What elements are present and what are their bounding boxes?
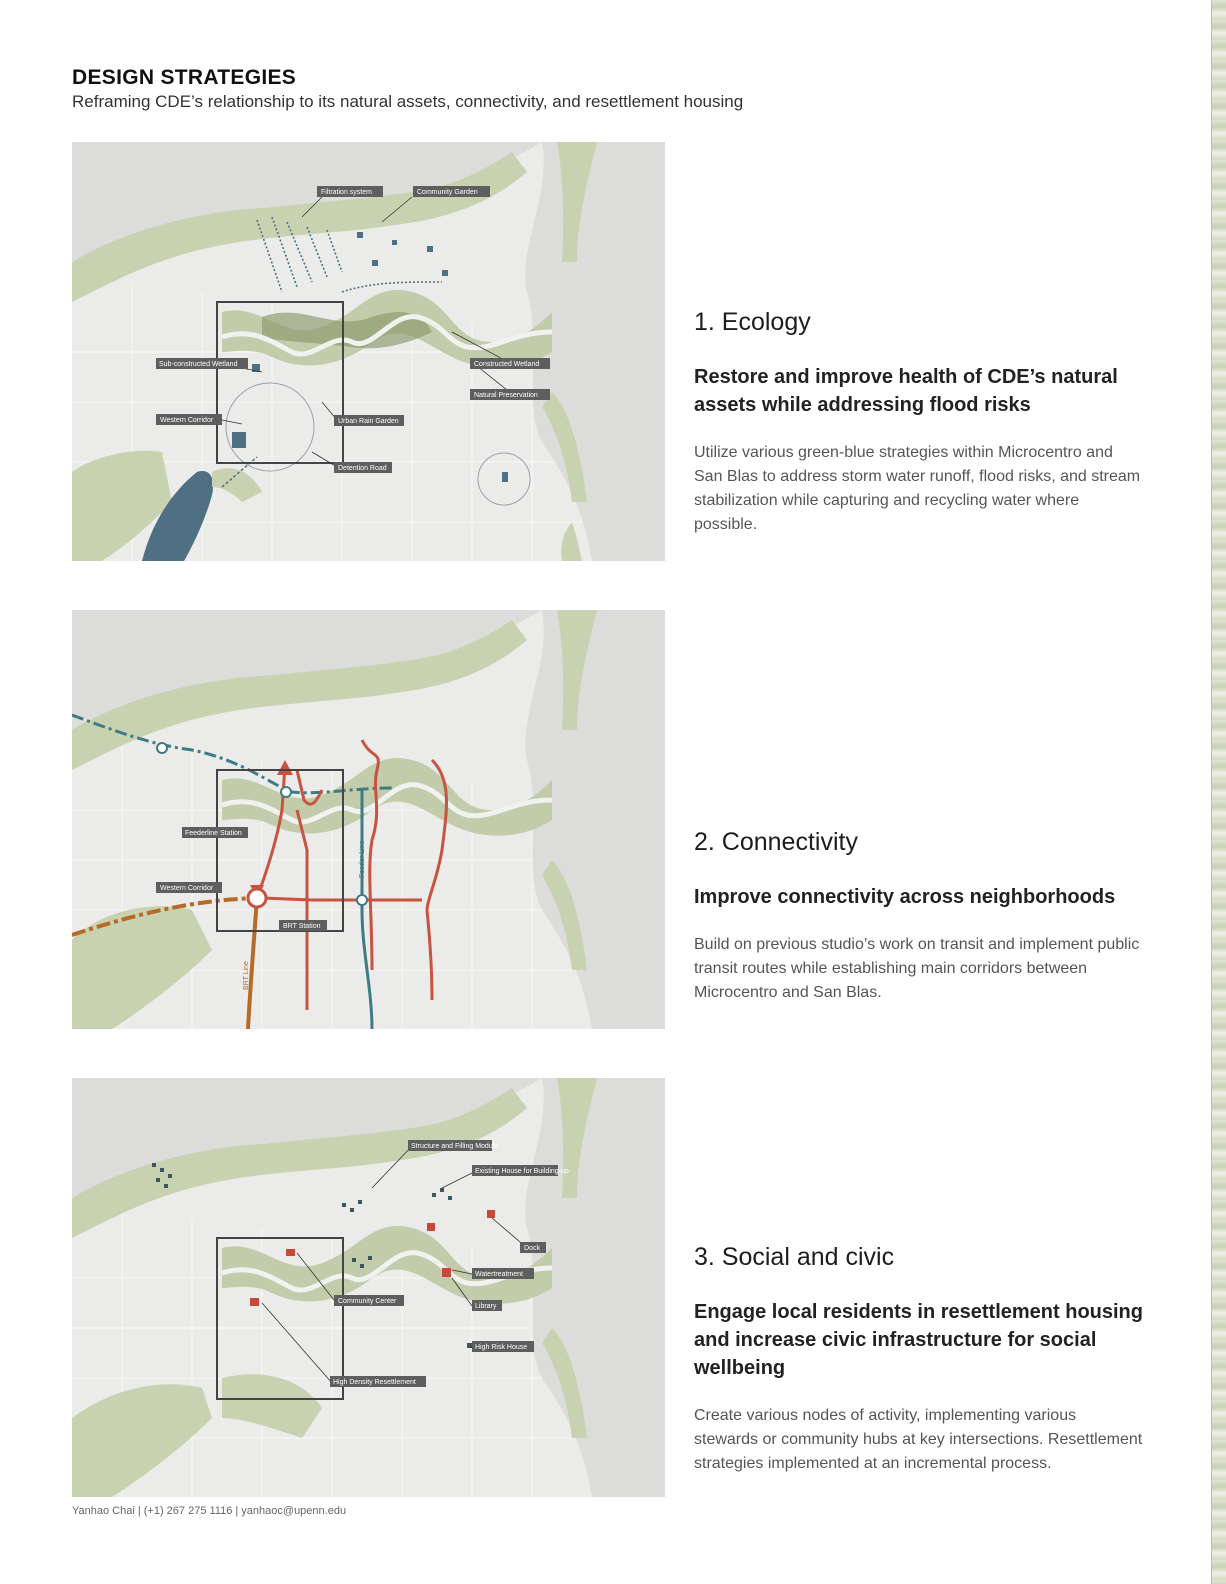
svg-text:Western Corridor: Western Corridor <box>160 417 214 424</box>
svg-text:Urban Rain Garden: Urban Rain Garden <box>338 418 399 425</box>
map-label <box>408 1140 498 1151</box>
svg-text:Structure and Filling Module: Structure and Filling Module <box>411 1143 499 1150</box>
svg-text:Feederline Station: Feederline Station <box>185 830 242 837</box>
page-header <box>72 66 743 112</box>
svg-text:Constructed Wetland: Constructed Wetland <box>474 361 540 368</box>
map-label <box>472 1341 534 1352</box>
map-label <box>317 186 383 197</box>
map-label <box>520 1242 546 1253</box>
section-subheading: Restore and improve health of CDE’s natural assets while addressing flood risks <box>694 366 1118 416</box>
svg-text:Library: Library <box>475 1303 497 1310</box>
connectivity-map <box>72 610 665 1029</box>
map-label <box>413 186 490 197</box>
page-title: DESIGN STRATEGIES <box>72 66 297 89</box>
map-label <box>334 462 392 473</box>
map-label <box>156 358 248 369</box>
map-label <box>472 1300 502 1311</box>
page-subtitle: Reframing CDE’s relationship to its natural assets, connectivity, and resettlement housing <box>72 92 744 111</box>
map-label <box>470 358 550 369</box>
svg-text:BRT Station: BRT Station <box>283 923 321 930</box>
svg-text:Community Center: Community Center <box>338 1298 397 1305</box>
section-body: Build on previous studio’s work on transit and implement public transit routes while establishing main corridors between Microcentro and San Blas. <box>694 936 1140 1001</box>
map-label <box>472 1165 569 1176</box>
svg-text:Detention Road: Detention Road <box>338 465 387 472</box>
adjacent-page-edge <box>1211 0 1226 1584</box>
ecology-map <box>72 142 665 561</box>
ecology-section <box>694 308 1144 537</box>
map-label <box>334 415 404 426</box>
map-label <box>472 1268 534 1279</box>
map-label <box>330 1376 426 1387</box>
svg-text:Western Corridor: Western Corridor <box>160 885 214 892</box>
footer-contact: Yanhao Chai | (+1) 267 275 1116 | yanhaoc@upenn.edu <box>72 1505 347 1517</box>
section-body: Create various nodes of activity, implementing various stewards or community hubs at key intersections. Resettlement strategies implemented at an incremental process. <box>694 1407 1143 1472</box>
social-civic-map <box>72 1078 665 1497</box>
map-label <box>156 414 222 425</box>
map-label <box>470 389 550 400</box>
svg-text:Community Garden: Community Garden <box>417 189 478 196</box>
svg-text:Watertreatment: Watertreatment <box>475 1271 523 1278</box>
section-subheading: Engage local residents in resettlement housing and increase civic infrastructure for social wellbeing <box>694 1301 1143 1379</box>
connectivity-section <box>694 828 1144 1005</box>
map-label <box>279 920 327 931</box>
section-subheading: Improve connectivity across neighborhoods <box>694 886 1116 908</box>
svg-text:Filtration system: Filtration system <box>321 189 372 196</box>
section-heading: 2. Connectivity <box>694 828 858 856</box>
map-label: Feeder Line <box>359 840 366 878</box>
map-label <box>334 1295 404 1306</box>
svg-text:Sub-constructed Wetland: Sub-constructed Wetland <box>159 361 238 368</box>
svg-text:Dock: Dock <box>524 1245 540 1252</box>
svg-text:Natural Preservation: Natural Preservation <box>474 392 538 399</box>
svg-text:Existing House for Building-up: Existing House for Building-up <box>475 1168 569 1175</box>
svg-text:High Risk House: High Risk House <box>475 1344 528 1351</box>
social-civic-section <box>694 1243 1144 1476</box>
map-label <box>156 882 222 893</box>
svg-text:High Density Resettlement: High Density Resettlement <box>333 1379 416 1386</box>
section-body: Utilize various green-blue strategies within Microcentro and San Blas to address storm water runoff, flood risks, and stream stabilization while capturing and recycling water where possible. <box>694 444 1141 533</box>
section-heading: 1. Ecology <box>694 308 811 336</box>
map-label <box>182 827 248 838</box>
section-heading: 3. Social and civic <box>694 1243 895 1271</box>
map-label: BRT Line <box>243 961 250 990</box>
